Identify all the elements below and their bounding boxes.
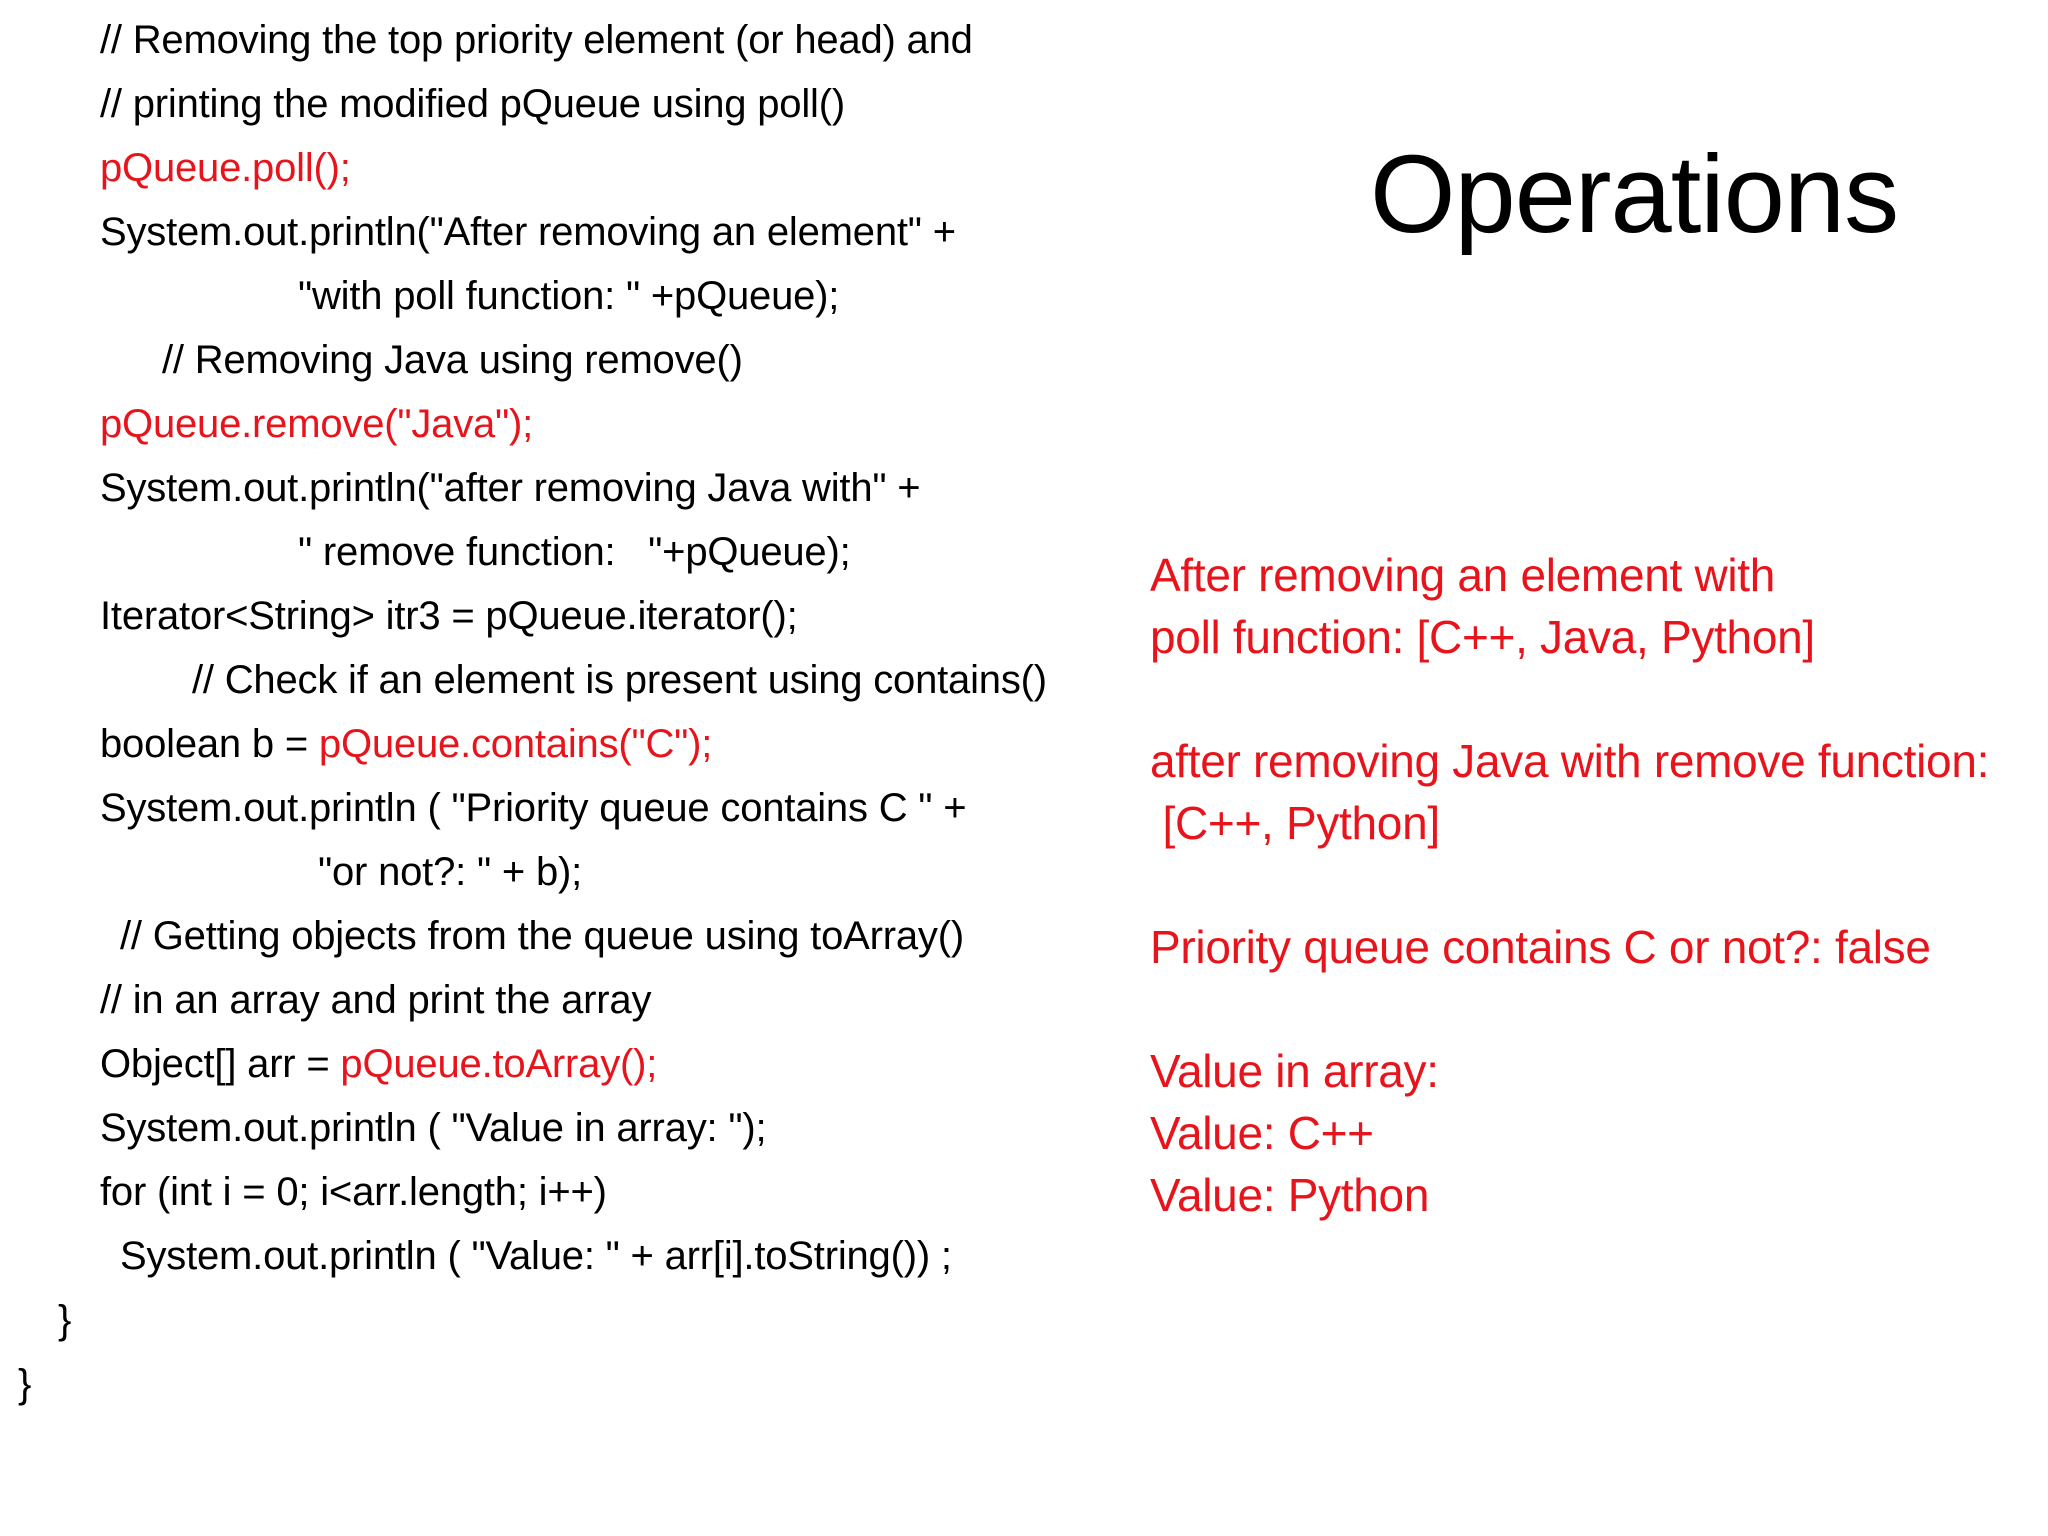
code-line: [58, 1294, 71, 1346]
code-line: [18, 1358, 31, 1410]
code-text: " remove function: "+pQueue);: [298, 530, 851, 574]
code-text: }: [58, 1298, 72, 1342]
output-line: poll function: [C++, Java, Python]: [1150, 611, 1815, 663]
code-text: // in an array and print the array: [100, 978, 652, 1022]
output-line: after removing Java with remove function:: [1150, 735, 1990, 787]
code-text: "with poll function: " +pQueue);: [298, 274, 840, 318]
output-line: After removing an element with: [1150, 549, 1776, 601]
code-text: Object[] arr =: [100, 1042, 341, 1086]
code-line: [100, 1166, 607, 1218]
code-line: [100, 78, 845, 130]
code-text: boolean b =: [100, 722, 319, 766]
code-line: [100, 14, 973, 66]
code-highlight: pQueue.remove("Java");: [100, 402, 534, 446]
code-line: [318, 846, 582, 898]
code-line: [100, 1102, 766, 1154]
code-text: System.out.println ( "Value: " + arr[i].toString()) ;: [120, 1234, 952, 1278]
code-line: [298, 270, 839, 322]
output-line: Value: Python: [1150, 1169, 1430, 1221]
output-line: Priority queue contains C or not?: false: [1150, 921, 1931, 973]
code-text: "or not?: " + b);: [318, 850, 583, 894]
code-text: // Getting objects from the queue using toArray(): [120, 914, 964, 958]
code-line: [100, 1038, 657, 1090]
code-text: Iterator<String> itr3 = pQueue.iterator();: [100, 594, 798, 638]
code-line: [100, 718, 712, 770]
code-line: [120, 1230, 952, 1282]
output-line: Value in array:: [1150, 1045, 1439, 1097]
code-line: [100, 974, 651, 1026]
code-text: // Check if an element is present using contains(): [192, 658, 1047, 702]
code-highlight: pQueue.toArray();: [340, 1042, 658, 1086]
code-line: [100, 142, 351, 194]
code-text: System.out.println("after removing Java with" +: [100, 466, 921, 510]
code-text: // printing the modified pQueue using poll(): [100, 82, 845, 126]
code-text: // Removing Java using remove(): [162, 338, 743, 382]
output-line: Value: C++: [1150, 1107, 1374, 1159]
code-line: [192, 654, 1047, 706]
code-text: System.out.println ( "Value in array: ");: [100, 1106, 767, 1150]
slide-title: Operations: [1370, 133, 1899, 256]
code-text: // Removing the top priority element (or head) and: [100, 18, 973, 62]
code-line: [100, 398, 533, 450]
code-text: for (int i = 0; i<arr.length; i++): [100, 1170, 607, 1214]
code-line: [162, 334, 743, 386]
code-text: System.out.println("After removing an element" +: [100, 210, 956, 254]
code-line: [100, 590, 798, 642]
code-line: [100, 782, 966, 834]
output-line: [C++, Python]: [1150, 797, 1440, 849]
code-highlight: pQueue.contains("C");: [318, 722, 713, 766]
code-highlight: pQueue.poll();: [100, 146, 351, 190]
code-line: [100, 462, 920, 514]
code-text: System.out.println ( "Priority queue contains C " +: [100, 786, 967, 830]
code-line: [100, 206, 956, 258]
code-line: [120, 910, 964, 962]
code-line: [298, 526, 851, 578]
code-text: }: [18, 1362, 32, 1406]
